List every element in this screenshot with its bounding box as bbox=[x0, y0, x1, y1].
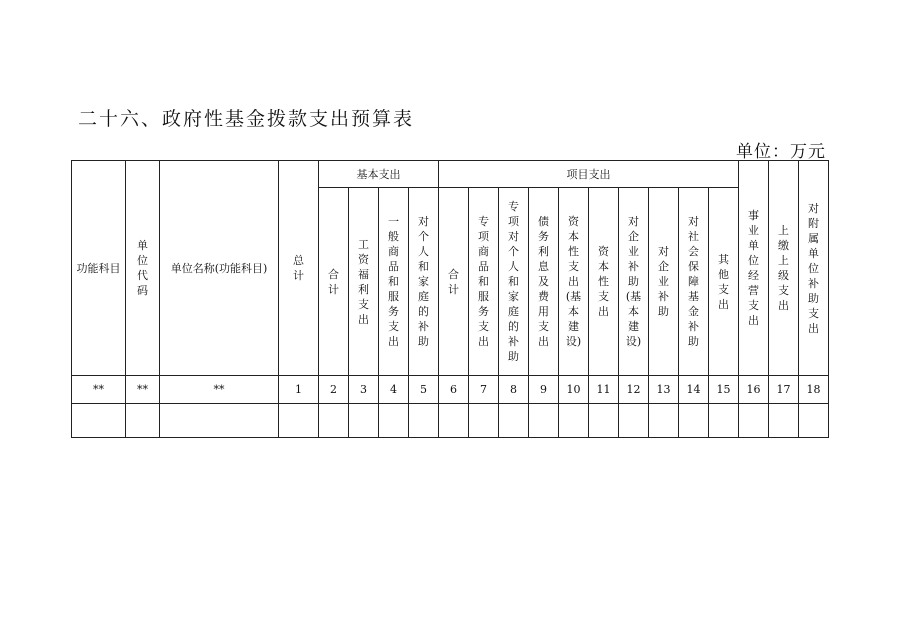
empty-cell bbox=[799, 404, 829, 438]
empty-cell bbox=[559, 404, 589, 438]
index-cell: ** bbox=[160, 376, 279, 404]
empty-cell bbox=[126, 404, 160, 438]
empty-data-row bbox=[72, 404, 829, 438]
empty-cell bbox=[769, 404, 799, 438]
index-cell: 9 bbox=[529, 376, 559, 404]
header-project-7: 对 企 业 补 助 bbox=[649, 188, 679, 376]
header-project-1: 专 项 商 品 和 服 务 支 出 bbox=[469, 188, 499, 376]
index-cell: 1 bbox=[279, 376, 319, 404]
header-project-5: 资 本 性 支 出 bbox=[589, 188, 619, 376]
index-cell: 10 bbox=[559, 376, 589, 404]
empty-cell bbox=[349, 404, 379, 438]
empty-cell bbox=[499, 404, 529, 438]
header-tail-1: 上 缴 上 级 支 出 bbox=[769, 161, 799, 376]
unit-label: 单位：万元 bbox=[736, 142, 826, 162]
header-tail-0: 事 业 单 位 经 营 支 出 bbox=[739, 161, 769, 376]
header-project-9: 其 他 支 出 bbox=[709, 188, 739, 376]
empty-cell bbox=[160, 404, 279, 438]
empty-cell bbox=[619, 404, 649, 438]
header-unit-code: 单 位 代 码 bbox=[126, 161, 160, 376]
empty-cell bbox=[649, 404, 679, 438]
header-project-2: 专 项 对 个 人 和 家 庭 的 补 助 bbox=[499, 188, 529, 376]
empty-cell bbox=[379, 404, 409, 438]
index-cell: 5 bbox=[409, 376, 439, 404]
header-func-code: 功能科目 bbox=[72, 161, 126, 376]
empty-cell bbox=[279, 404, 319, 438]
empty-cell bbox=[529, 404, 559, 438]
index-cell: 16 bbox=[739, 376, 769, 404]
index-cell: 7 bbox=[469, 376, 499, 404]
index-cell: 4 bbox=[379, 376, 409, 404]
header-project-0: 合 计 bbox=[439, 188, 469, 376]
index-cell: 8 bbox=[499, 376, 529, 404]
header-basic-2: 一 般 商 品 和 服 务 支 出 bbox=[379, 188, 409, 376]
header-unit-name: 单位名称(功能科目) bbox=[160, 161, 279, 376]
empty-cell bbox=[439, 404, 469, 438]
index-cell: 12 bbox=[619, 376, 649, 404]
index-row bbox=[72, 376, 829, 404]
index-cell: 11 bbox=[589, 376, 619, 404]
header-project-3: 债 务 利 息 及 费 用 支 出 bbox=[529, 188, 559, 376]
header-basic-0: 合 计 bbox=[319, 188, 349, 376]
empty-cell bbox=[409, 404, 439, 438]
header-project-4: 资 本 性 支 出 (基 本 建 设) bbox=[559, 188, 589, 376]
header-basic-group: 基本支出 bbox=[319, 161, 439, 188]
header-basic-1: 工 资 福 利 支 出 bbox=[349, 188, 379, 376]
empty-cell bbox=[739, 404, 769, 438]
header-basic-3: 对 个 人 和 家 庭 的 补 助 bbox=[409, 188, 439, 376]
header-project-group: 项目支出 bbox=[439, 161, 739, 188]
empty-cell bbox=[679, 404, 709, 438]
page-title: 二十六、政府性基金拨款支出预算表 bbox=[78, 108, 415, 130]
empty-cell bbox=[709, 404, 739, 438]
index-cell: 6 bbox=[439, 376, 469, 404]
header-project-8: 对 社 会 保 障 基 金 补 助 bbox=[679, 188, 709, 376]
empty-cell bbox=[319, 404, 349, 438]
header-total: 总 计 bbox=[279, 161, 319, 376]
index-cell: 15 bbox=[709, 376, 739, 404]
header-project-6: 对 企 业 补 助 (基 本 建 设) bbox=[619, 188, 649, 376]
index-cell: 17 bbox=[769, 376, 799, 404]
index-cell: ** bbox=[72, 376, 126, 404]
budget-table bbox=[71, 160, 829, 438]
index-cell: 13 bbox=[649, 376, 679, 404]
index-cell: ** bbox=[126, 376, 160, 404]
header-tail-2: 对 附 属 单 位 补 助 支 出 bbox=[799, 161, 829, 376]
index-cell: 18 bbox=[799, 376, 829, 404]
index-cell: 3 bbox=[349, 376, 379, 404]
index-cell: 14 bbox=[679, 376, 709, 404]
empty-cell bbox=[469, 404, 499, 438]
empty-cell bbox=[72, 404, 126, 438]
index-cell: 2 bbox=[319, 376, 349, 404]
empty-cell bbox=[589, 404, 619, 438]
